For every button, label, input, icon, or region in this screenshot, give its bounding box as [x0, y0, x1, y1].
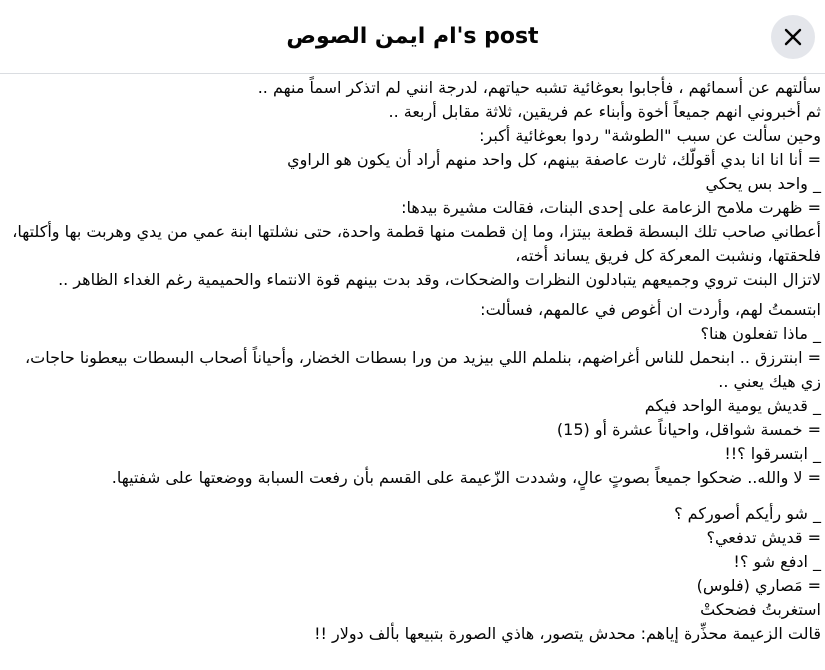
post-paragraph: _ ادفع شو ؟! [733, 552, 821, 571]
post-paragraph: _ شو رأيكم أصوركم ؟ [674, 504, 821, 523]
post-paragraph: ابتسمتُ لهم، وأردت ان أغوص في عالمهم، فسألت: [480, 300, 821, 319]
post-paragraph: = خمسة شواقل، واحياناً عشرة أو (15) [556, 420, 821, 439]
post-paragraph: _ ابتسرقوا ؟!! [724, 444, 821, 463]
dialog-title: ام ايمن الصوص's post [286, 24, 539, 49]
post-paragraph: ثم أخبروني انهم جميعاً أخوة وأبناء عم فريقين، ثلاثة مقابل أربعة .. [388, 102, 821, 121]
post-paragraph: _ واحد بس يحكي [705, 174, 821, 193]
post-paragraph: = لا والله.. ضحكوا جميعاً بصوتٍ عالٍ، وشددت الزّعيمة على القسم بأن رفعت السبابة ووضعتها على شفتيها. [111, 468, 821, 487]
post-paragraph: _ قديش يومية الواحد فيكم [644, 396, 821, 415]
close-button[interactable] [771, 15, 815, 59]
post-text [0, 74, 825, 646]
post-paragraph: وحين سألت عن سبب "الطوشة" ردوا بعوغائية أكبر: [479, 126, 821, 145]
post-paragraph: = أنا انا انا بدي أقولّك، ثارت عاصفة بينهم، كل واحد منهم أراد أن يكون هو الراوي [287, 150, 821, 169]
post-content-scroll[interactable] [0, 74, 825, 670]
post-paragraph: _ ماذا تفعلون هنا؟ [700, 324, 821, 343]
post-paragraph: أعطاني صاحب تلك البسطة قطعة بيتزا، وما إن قطمت منها قطمة واحدة، حتى نشلتها ابنة عمي من يدي وهربت بها وأكلتها، فلحقتها، ونشبت المعركة كل فريق يساند أخته، [12, 222, 821, 265]
post-paragraph: = قديش تدفعي؟ [706, 528, 821, 547]
post-paragraph: = مَصاري (فلوس) [696, 576, 821, 595]
dialog-header [0, 0, 825, 74]
post-paragraph: استغربتُ فضحكتْ [700, 600, 821, 619]
post-paragraph: سألتهم عن أسمائهم ، فأجابوا بعوغائية تشبه حياتهم، لدرجة انني لم اتذكر اسماً منهم .. [257, 78, 821, 97]
close-icon [783, 27, 803, 47]
post-paragraph: قالت الزعيمة محذِّرة إياهم: محدش يتصور، هاذي الصورة بتبيعها بألف دولار !! [314, 624, 821, 643]
post-paragraph: لاتزال البنت تروي وجميعهم يتبادلون النظرات والضحكات، وقد بدت بينهم قوة الانتماء والحميمية رغم الغداء الظاهر .. [58, 270, 821, 289]
post-paragraph: = ابنترزق .. ابنحمل للناس أغراضهم، بنلملم اللي بيزيد من ورا بسطات الخضار، وأحياناً أصحاب البسطات بيعطونا حاجات، زي هيك يعني .. [24, 348, 821, 391]
post-paragraph: = ظهرت ملامح الزعامة على إحدى البنات، فقالت مشيرة بيدها: [401, 198, 821, 217]
